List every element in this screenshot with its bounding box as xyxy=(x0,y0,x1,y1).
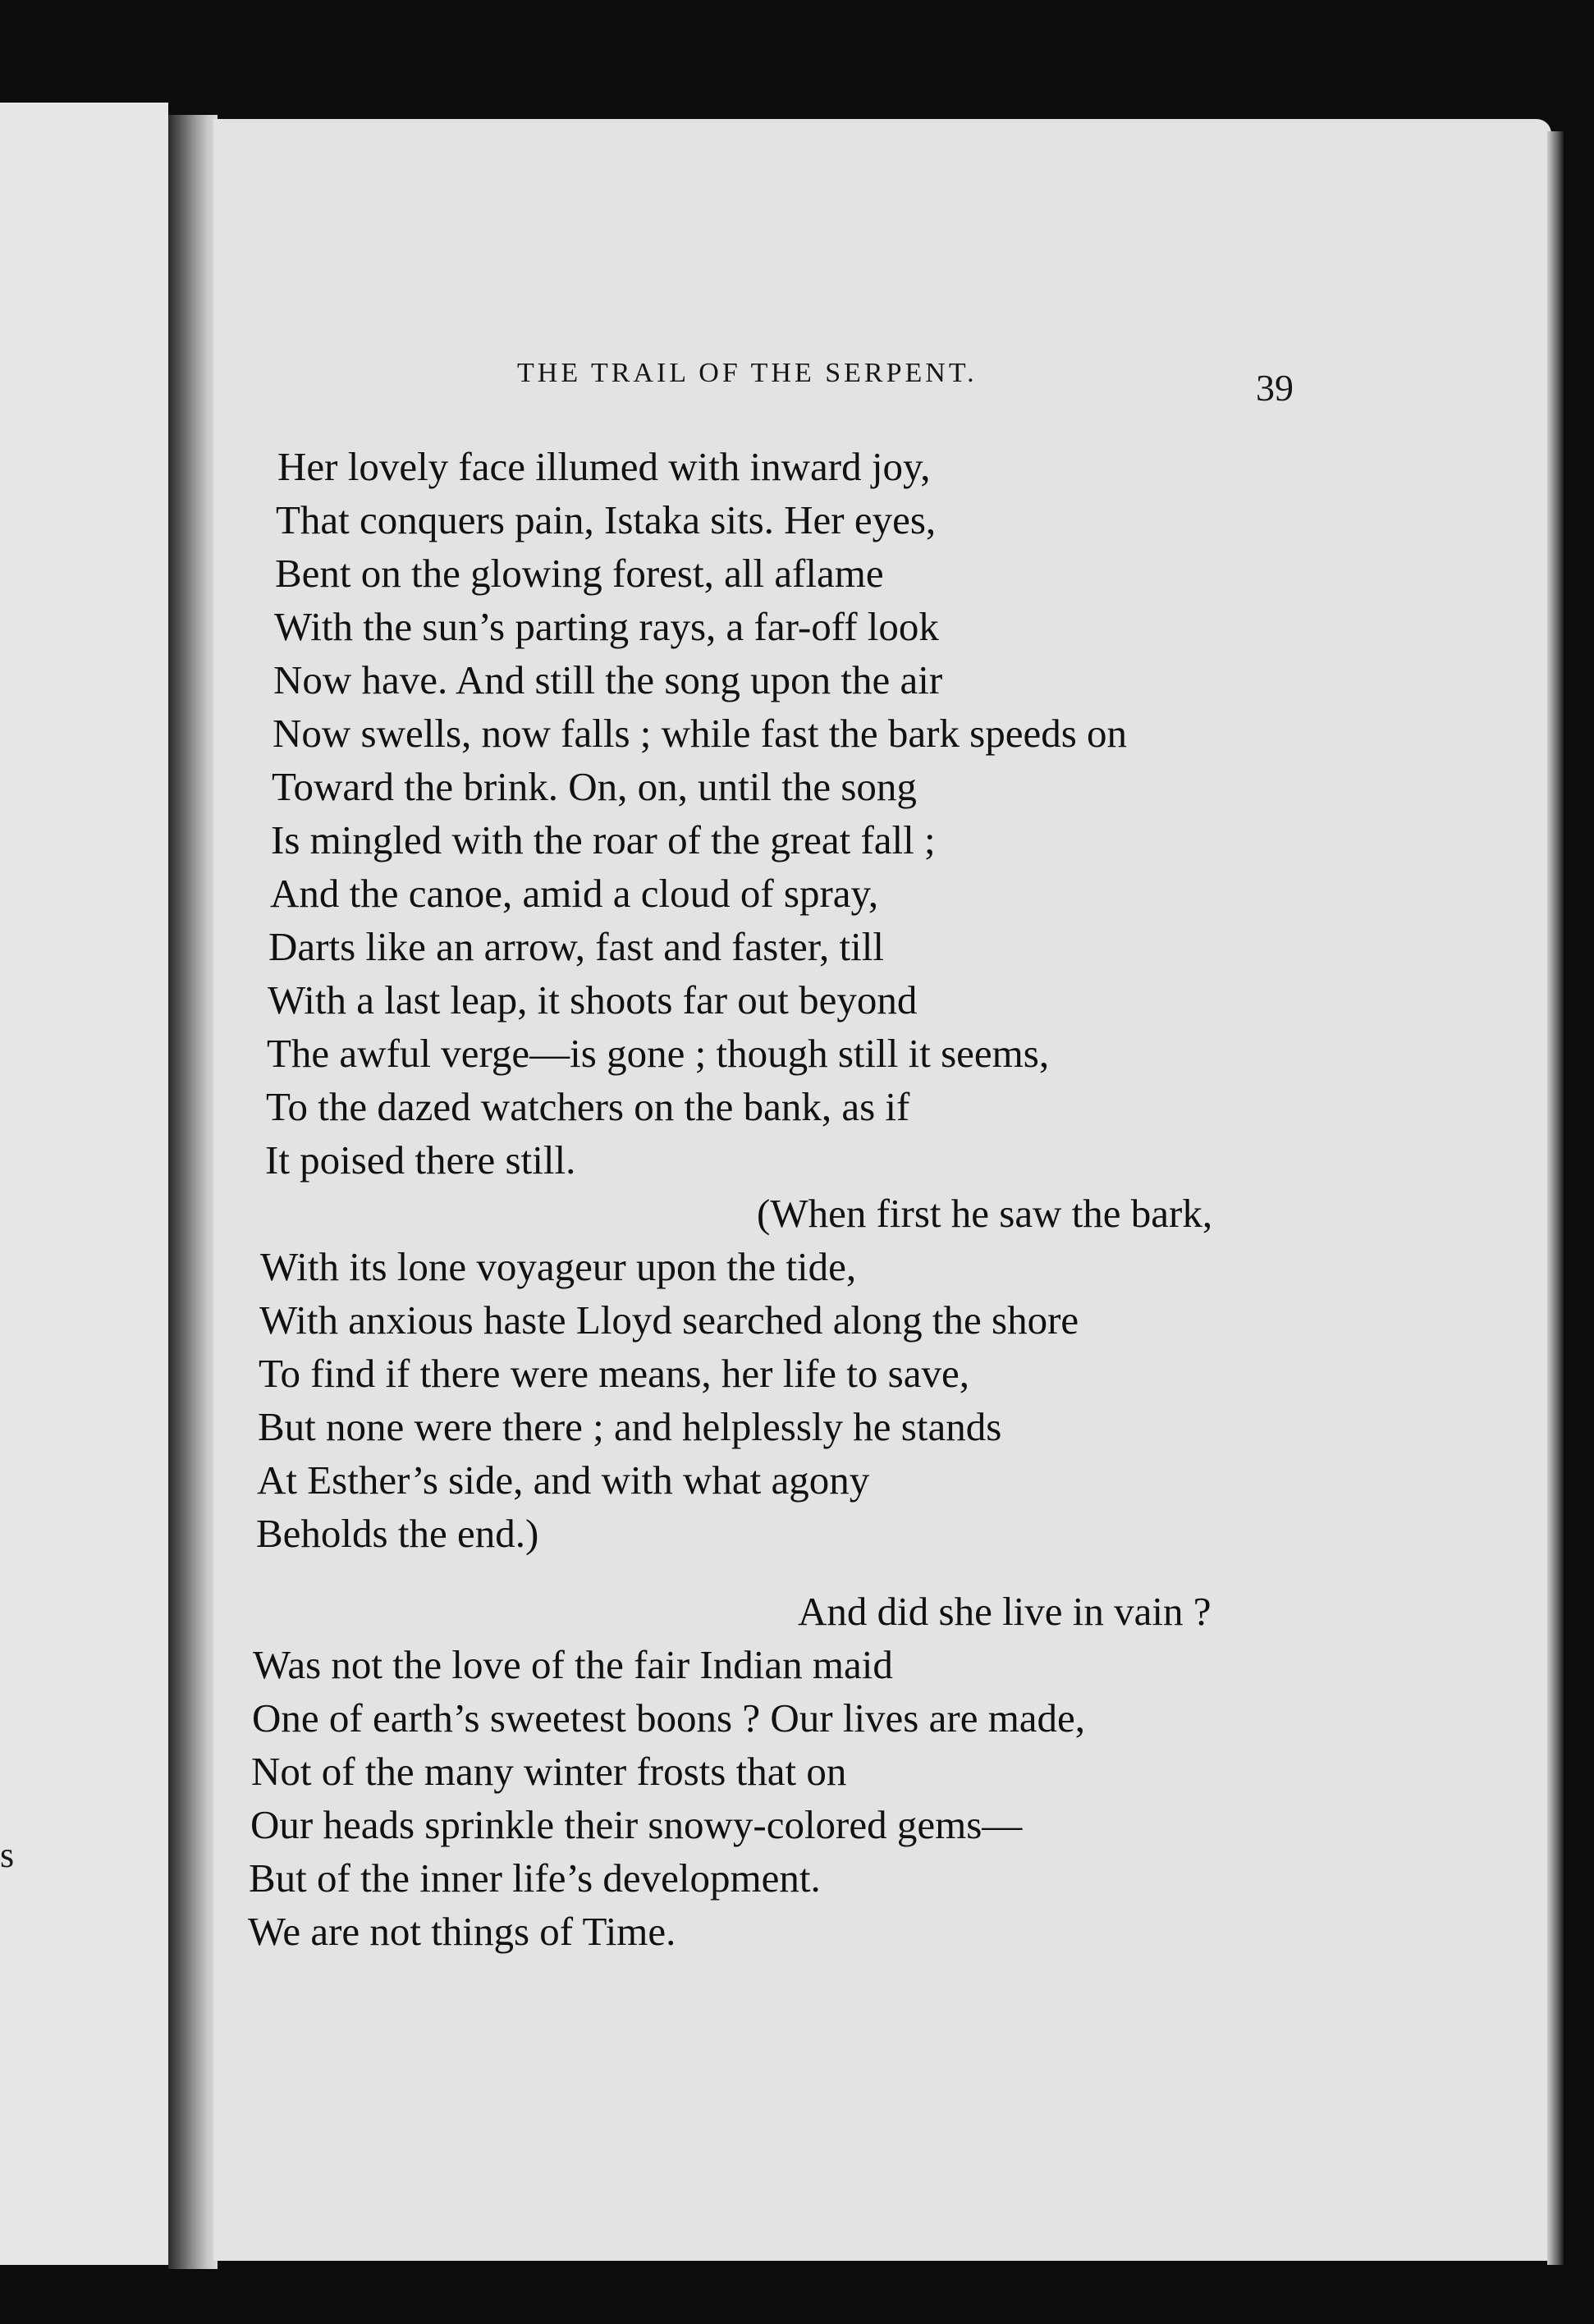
poem-line: At Esther’s side, and with what agony xyxy=(257,1457,870,1503)
poem-line: Toward the brink. On, on, until the song xyxy=(272,764,917,809)
poem-line: But none were there ; and helplessly he stands xyxy=(258,1404,1002,1449)
poem-line: Was not the love of the fair Indian maid xyxy=(253,1642,893,1687)
poem-line: (When first he saw the bark, xyxy=(757,1191,1213,1236)
poem-line: Is mingled with the roar of the great fall ; xyxy=(271,817,936,862)
poem-line: Darts like an arrow, fast and faster, till xyxy=(268,924,885,969)
poem-line: And did she live in vain ? xyxy=(798,1589,1212,1634)
poem-line: Our heads sprinkle their snowy-colored gems— xyxy=(250,1802,1023,1847)
poem-line: That conquers pain, Istaka sits. Her eyes, xyxy=(276,497,937,542)
poem-line: One of earth’s sweetest boons ? Our lives are made, xyxy=(252,1695,1086,1741)
poem-line: Beholds the end.) xyxy=(256,1511,539,1556)
page-number: 39 xyxy=(1256,367,1294,409)
left-page-edge-letter: s xyxy=(0,1835,15,1875)
poem-line: But of the inner life’s development. xyxy=(249,1855,821,1901)
poem-line: The awful verge—is gone ; though still it seems, xyxy=(267,1031,1050,1076)
poem-line: And the canoe, amid a cloud of spray, xyxy=(270,871,879,916)
poem-line: Now swells, now falls ; while fast the bark speeds on xyxy=(273,711,1128,756)
poem-line: Not of the many winter frosts that on xyxy=(251,1749,847,1794)
poem-line: Bent on the glowing forest, all aflame xyxy=(275,551,884,596)
poem-line: With anxious haste Lloyd searched along the shore xyxy=(259,1297,1079,1343)
poem-line: With a last leap, it shoots far out beyond xyxy=(268,977,918,1022)
poem-line: With its lone voyageur upon the tide, xyxy=(260,1244,857,1289)
poem-line: Her lovely face illumed with inward joy, xyxy=(277,444,931,489)
poem-line: Now have. And still the song upon the air xyxy=(273,657,943,702)
running-title: THE TRAIL OF THE SERPENT. xyxy=(517,358,978,388)
poem-line: We are not things of Time. xyxy=(248,1909,676,1954)
poem-line: With the sun’s parting rays, a far-off look xyxy=(274,604,939,649)
poem-line: To find if there were means, her life to save, xyxy=(259,1351,969,1396)
poem-line: To the dazed watchers on the bank, as if xyxy=(266,1084,910,1129)
poem-line: It poised there still. xyxy=(265,1137,576,1183)
